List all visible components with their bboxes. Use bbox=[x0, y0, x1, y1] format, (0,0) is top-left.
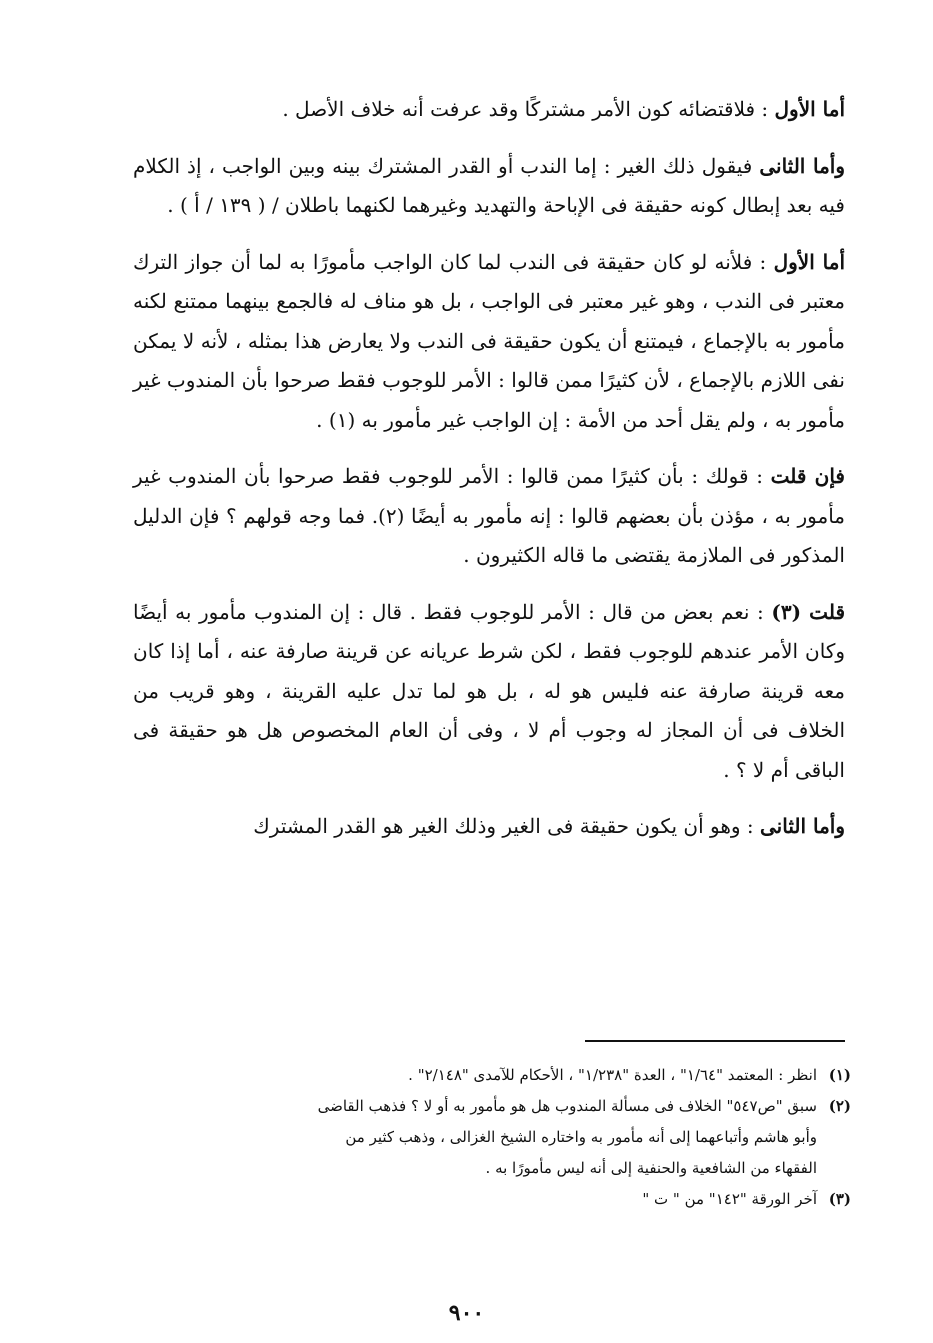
paragraph-text: فيقول ذلك الغير : إما الندب أو القدر المشترك بينه وبين الواجب ، إذ الكلام فيه بعد إبطال كونه حقيقة فى الإباحة والتهديد وغيرهما لكنهما باطلان / ( ١٣٩ / أ ) . bbox=[133, 153, 845, 217]
paragraph-text: : قولك : بأن كثيرًا ممن قالوا : الأمر للوجوب فقط صرحوا بأن المندوب غير مأمور به ، مؤذن بأن بعضهم قالوا : إنه مأمور به أيضًا (٢). فما وجه قولهم ؟ فإن الدليل المذكور فى الملازمة يقتضى ما قاله الكثيرون . bbox=[133, 464, 845, 567]
paragraph-text: : وهو أن يكون حقيقة فى الغير وذلك الغير هو القدر المشترك bbox=[253, 814, 760, 838]
main-text bbox=[133, 90, 845, 864]
footnote-number: (٢) bbox=[828, 1097, 851, 1115]
paragraph bbox=[133, 243, 845, 441]
paragraph-text: : نعم بعض من قال : الأمر للوجوب فقط . قال : إن المندوب مأمور به أيضًا وكان الأمر عندهم للوجوب فقط ، لكن شرط عريانه عن قرينة صارفة عنه ، أما إذا كان معه قرينة صارفة عنه فليس هو له ، بل هو لما تدل عليه القرينة ، وهو قريب من الخلاف فى أن المجاز له وجوب أم لا ، وفى أن العام المخصوص هل هو حقيقة فى الباقى أم لا ؟ . bbox=[133, 599, 845, 782]
footnote-number: (١) bbox=[828, 1066, 851, 1084]
paragraph bbox=[133, 807, 845, 847]
paragraph-lead: وأما الثانى bbox=[759, 153, 845, 178]
footnote-line: انظر : المعتمد "١/٦٤" ، العدة "١/٢٣٨" ، الأحكام للآمدى "٢/١٤٨" . bbox=[408, 1066, 817, 1084]
footnote-line: وأبو هاشم وأتباعهما إلى أنه مأمور به واختاره الشيخ الغزالى ، وذهب كثير من bbox=[345, 1128, 817, 1146]
paragraph-text: : فلأنه لو كان حقيقة فى الندب لما كان الواجب مأمورًا به لما أن جواز الترك معتبر فى الندب ، وهو غير معتبر فى الواجب ، بل هو مناف له فالجمع بينهما ممتنع لكنه مأمور به بالإجماع ، فيمتنع أن يكون حقيقة فى الندب ولا يعارض هذا بمثله ، لأنه لا يمكن نفى اللازم بالإجماع ، لأن كثيرًا ممن قالوا : الأمر للوجوب فقط صرحوا بأن المندوب غير مأمور به ، ولم يقل أحد من الأمة : إن الواجب غير مأمور به (١) . bbox=[133, 249, 845, 432]
paragraph bbox=[133, 147, 845, 226]
paragraph-lead: وأما الثانى bbox=[760, 814, 845, 838]
paragraph-lead: أما الأول bbox=[774, 97, 845, 121]
paragraph bbox=[133, 90, 845, 130]
paragraph bbox=[133, 457, 845, 576]
paragraph-lead: أما الأول bbox=[773, 249, 846, 274]
footnote bbox=[131, 1091, 851, 1122]
page-number: ٩٠٠ bbox=[448, 1300, 485, 1326]
footnote bbox=[131, 1184, 851, 1215]
footnote-line: آخر الورقة "١٤٢" من " ت " bbox=[642, 1190, 817, 1208]
paragraph-lead: قلت (٣) bbox=[771, 599, 846, 624]
footnote-line: سبق "ص٥٤٧" الخلاف فى مسألة المندوب هل هو مأمور به أو لا ؟ فذهب القاضى bbox=[317, 1097, 817, 1115]
footnote bbox=[131, 1060, 851, 1091]
footnote-line: الفقهاء من الشافعية والحنفية إلى أنه ليس مأمورًا به . bbox=[485, 1159, 817, 1177]
footnote-number: (٣) bbox=[828, 1190, 851, 1208]
footnotes bbox=[131, 1060, 851, 1215]
paragraph bbox=[133, 593, 845, 791]
paragraph-text: : فلاقتضائه كون الأمر مشتركًا وقد عرفت أنه خلاف الأصل . bbox=[282, 97, 775, 121]
paragraph-lead: فإن قلت bbox=[770, 464, 845, 488]
footnote-separator bbox=[585, 1040, 845, 1042]
